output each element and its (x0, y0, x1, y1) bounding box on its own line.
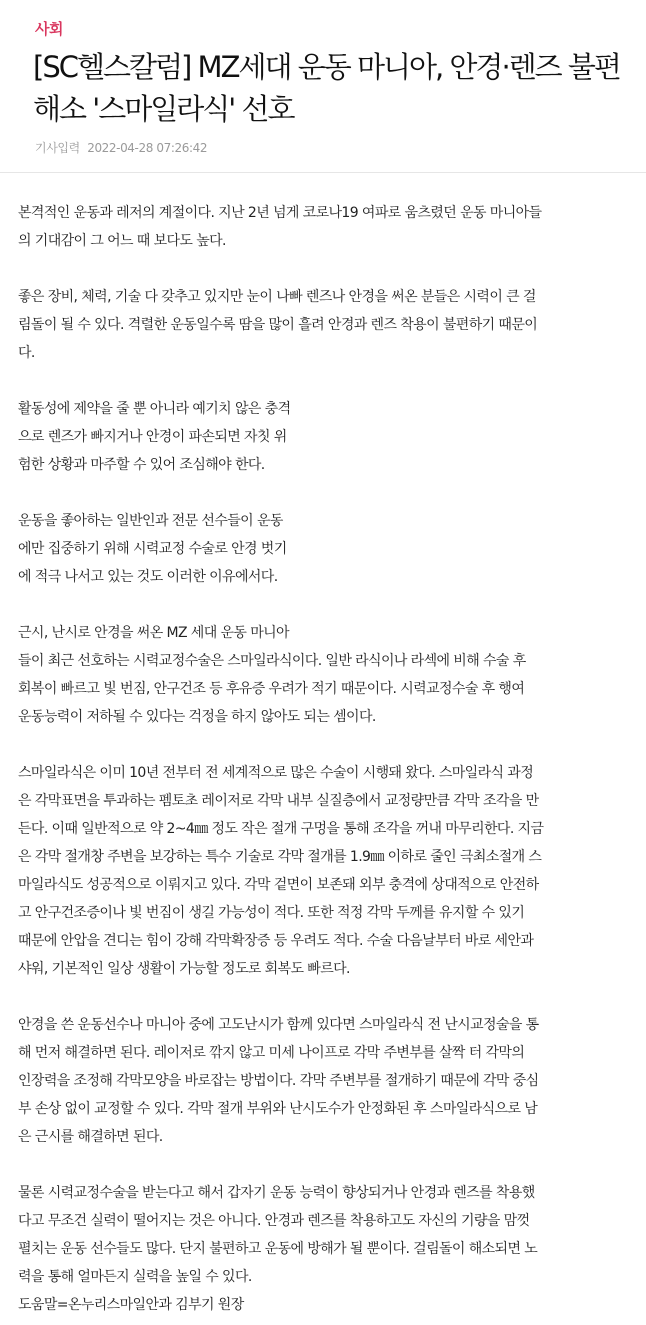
paragraph-gap (18, 591, 632, 619)
paragraph-line: 해 먼저 해결하면 된다. 레이저로 깎지 않고 미세 나이프로 각막 주변부를 살짝 터 각막의 (18, 1045, 525, 1061)
paragraph-gap (18, 1151, 632, 1179)
paragraph-line: 운동을 좋아하는 일반인과 전문 선수들이 운동 (18, 513, 283, 529)
paragraph-line: 력을 통해 얼마든지 실력을 높일 수 있다. (18, 1269, 252, 1285)
paragraph-gap (18, 731, 632, 759)
paragraph-line: 좋은 장비, 체력, 기술 다 갖추고 있지만 눈이 나빠 렌즈나 안경을 써온 분들은 시력이 큰 걸 (18, 289, 536, 305)
paragraph-line: 물론 시력교정수술을 받는다고 해서 갑자기 운동 능력이 향상되거나 안경과 렌즈를 착용했 (18, 1185, 535, 1201)
article-header (0, 0, 646, 170)
article-paragraph (18, 199, 632, 255)
article-body (18, 171, 632, 1319)
article-paragraph (18, 507, 632, 591)
paragraph-line: 부 손상 없이 교정할 수 있다. 각막 절개 부위와 난시도수가 안정화된 후 스마일라식으로 남 (18, 1101, 538, 1117)
paragraph-line: 본격적인 운동과 레저의 계절이다. 지난 2년 넘게 코로나19 여파로 움츠렸던 운동 마니아들 (18, 205, 542, 221)
paragraph-line: 근시, 난시로 안경을 써온 MZ 세대 운동 마니아 (18, 625, 289, 641)
paragraph-gap (18, 367, 632, 395)
paragraph-line: 도움말=온누리스마일안과 김부기 원장 (18, 1297, 244, 1313)
article-paragraph (18, 759, 632, 983)
paragraph-line: 인장력을 조정해 각막모양을 바로잡는 방법이다. 각막 주변부를 절개하기 때문에 각막 중심 (18, 1073, 539, 1089)
paragraph-line: 운동능력이 저하될 수 있다는 걱정을 하지 않아도 되는 셈이다. (18, 709, 376, 725)
paragraph-line: 들이 최근 선호하는 시력교정수술은 스마일라식이다. 일반 라식이나 라섹에 비해 수술 후 (18, 653, 526, 669)
meta-datetime: 2022-04-28 07:26:42 (87, 141, 208, 155)
article-meta (35, 139, 211, 156)
article-paragraph (18, 395, 632, 479)
paragraph-line: 에 적극 나서고 있는 것도 이러한 이유에서다. (18, 569, 278, 585)
paragraph-line: 림돌이 될 수 있다. 격렬한 운동일수록 땀을 많이 흘려 안경과 렌즈 착용이 불편하기 때문이 (18, 317, 538, 333)
paragraph-line: 의 기대감이 그 어느 때 보다도 높다. (18, 233, 226, 249)
paragraph-line: 활동성에 제약을 줄 뿐 아니라 예기치 않은 충격 (18, 401, 291, 417)
paragraph-gap (18, 479, 632, 507)
paragraph-line: 다고 무조건 실력이 떨어지는 것은 아니다. 안경과 렌즈를 착용하고도 자신의 기량을 맘껏 (18, 1213, 530, 1229)
paragraph-line: 험한 상황과 마주할 수 있어 조심해야 한다. (18, 457, 265, 473)
paragraph-line: 스마일라식은 이미 10년 전부터 전 세계적으로 많은 수술이 시행돼 왔다. 스마일라식 과정 (18, 765, 534, 781)
paragraph-line: 때문에 안압을 견디는 힘이 강해 각막확장증 등 우려도 적다. 수술 다음날부터 바로 세안과 (18, 933, 534, 949)
paragraph-line: 은 근시를 해결하면 된다. (18, 1129, 163, 1145)
paragraph-line: 으로 렌즈가 빠지거나 안경이 파손되면 자칫 위 (18, 429, 287, 445)
paragraph-line: 다. (18, 345, 35, 361)
article-paragraph (18, 1011, 632, 1151)
article-category[interactable]: 사회 (35, 20, 63, 38)
paragraph-line: 펼치는 운동 선수들도 많다. 단지 불편하고 운동에 방해가 될 뿐이다. 걸림돌이 해소되면 노 (18, 1241, 538, 1257)
paragraph-line: 마일라식도 성공적으로 이뤄지고 있다. 각막 겉면이 보존돼 외부 충격에 상대적으로 안전하 (18, 877, 539, 893)
paragraph-line: 회복이 빠르고 빛 번짐, 안구건조 등 후유증 우려가 적기 때문이다. 시력교정수술 후 행여 (18, 681, 525, 697)
paragraph-line: 에만 집중하기 위해 시력교정 수술로 안경 벗기 (18, 541, 287, 557)
paragraph-line: 안경을 쓴 운동선수나 마니아 중에 고도난시가 함께 있다면 스마일라식 전 난시교정술을 통 (18, 1017, 539, 1033)
paragraph-gap (18, 171, 632, 199)
article-paragraph (18, 283, 632, 367)
article-paragraph (18, 1179, 632, 1319)
paragraph-line: 든다. 이때 일반적으로 약 2~4㎜ 정도 작은 절개 구멍을 통해 조각을 꺼내 마무리한다. 지금 (18, 821, 544, 837)
paragraph-gap (18, 255, 632, 283)
paragraph-line: 샤워, 기본적인 일상 생활이 가능할 정도로 회복도 빠르다. (18, 961, 350, 977)
paragraph-line: 고 안구건조증이나 빛 번짐이 생길 가능성이 적다. 또한 적정 각막 두께를 유지할 수 있기 (18, 905, 525, 921)
article-paragraph (18, 619, 632, 731)
paragraph-line: 은 각막 절개창 주변을 보강하는 특수 기술로 각막 절개를 1.9㎜ 이하로 줄인 극최소절개 스 (18, 849, 542, 865)
article-title: [SC헬스칼럼] MZ세대 운동 마니아, 안경·렌즈 불편 해소 '스마일라식' 선호 (33, 50, 620, 126)
paragraph-line: 은 각막표면을 투과하는 펨토초 레이저로 각막 내부 실질층에서 교정량만큼 각막 조각을 만 (18, 793, 539, 809)
meta-label: 기사입력 (35, 141, 80, 155)
paragraph-gap (18, 983, 632, 1011)
